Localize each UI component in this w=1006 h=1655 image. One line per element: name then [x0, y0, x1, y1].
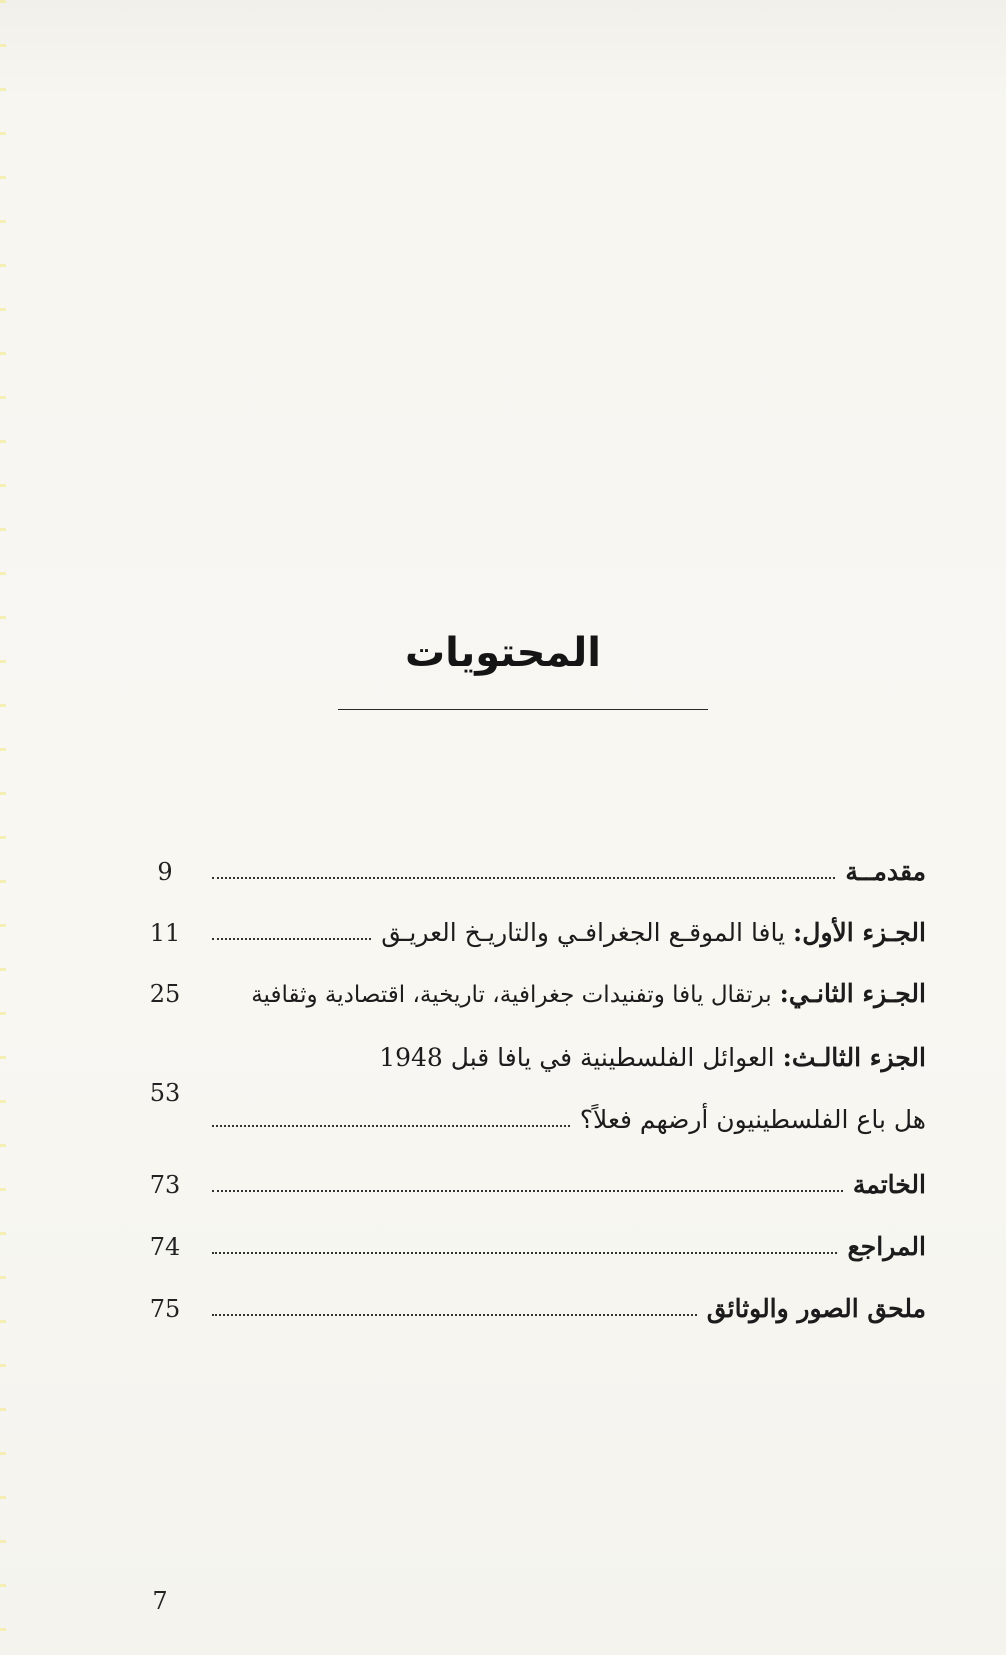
title-underline [338, 709, 708, 710]
toc-entry-line [212, 1227, 926, 1267]
toc-page-number: 53 [149, 1079, 181, 1107]
toc-page-number: 75 [149, 1295, 181, 1323]
dot-leader [212, 938, 371, 940]
toc-entry-line [212, 1038, 926, 1078]
toc-entry-conclusion[interactable] [140, 1165, 926, 1205]
toc-entry-label: الجزء الثالـث: العوائل الفلسطينية في يافا قبل 1948 [379, 1043, 926, 1072]
page-edge-strip [0, 0, 6, 1655]
contents-title: المحتويات [404, 630, 601, 676]
toc-entry-label: الجـزء الثانـي: برتقال يافا وتفنيدات جغرافية، تاريخية، اقتصادية وثقافية [251, 978, 926, 1008]
toc-entry-line [212, 852, 926, 892]
toc-entry-label: ملحق الصور والوثائق [706, 1294, 926, 1323]
toc-entry-subtitle-2: هل باع الفلسطينيون أرضهم فعلاً؟ [579, 1105, 926, 1134]
toc-entry-references[interactable] [140, 1227, 926, 1267]
toc-entry-label: المراجع [847, 1232, 926, 1261]
toc-entry-introduction[interactable] [140, 852, 926, 892]
dot-leader [212, 1125, 570, 1127]
toc-entry-line [212, 913, 926, 953]
dot-leader [212, 1314, 697, 1316]
toc-entry-part-two[interactable] [140, 974, 926, 1014]
toc-entry-line [212, 974, 926, 1014]
page-number: 7 [152, 1587, 168, 1615]
toc-entry-part-one[interactable] [140, 913, 926, 953]
dot-leader [212, 1252, 837, 1254]
toc-page-number: 73 [149, 1171, 181, 1199]
toc-page-number: 11 [149, 919, 181, 947]
dot-leader [212, 877, 835, 879]
toc-entry-subtitle: برتقال يافا وتفنيدات جغرافية، تاريخية، اقتصادية وثقافية [251, 981, 772, 1008]
toc-entry-line-2 [212, 1100, 926, 1140]
toc-entry-label: الخاتمة [852, 1170, 926, 1199]
toc-entry-label: الجـزء الأول: يافا الموقـع الجغرافـي والتاريـخ العريـق [381, 918, 926, 947]
toc-entry-subtitle: العوائل الفلسطينية في يافا قبل 1948 [379, 1043, 775, 1072]
toc-entry-part-three[interactable] [140, 1038, 926, 1148]
toc-entry-label: مقدمــة [845, 857, 926, 886]
toc-entry-line [212, 1289, 926, 1329]
toc-entry-appendix[interactable] [140, 1289, 926, 1329]
toc-page-number: 25 [149, 980, 181, 1008]
toc-entry-subtitle: يافا الموقـع الجغرافـي والتاريـخ العريـق [381, 918, 786, 947]
toc-page-number: 9 [157, 858, 173, 886]
toc-page-number: 74 [149, 1233, 181, 1261]
toc-entry-line [212, 1165, 926, 1205]
dot-leader [212, 1190, 843, 1192]
